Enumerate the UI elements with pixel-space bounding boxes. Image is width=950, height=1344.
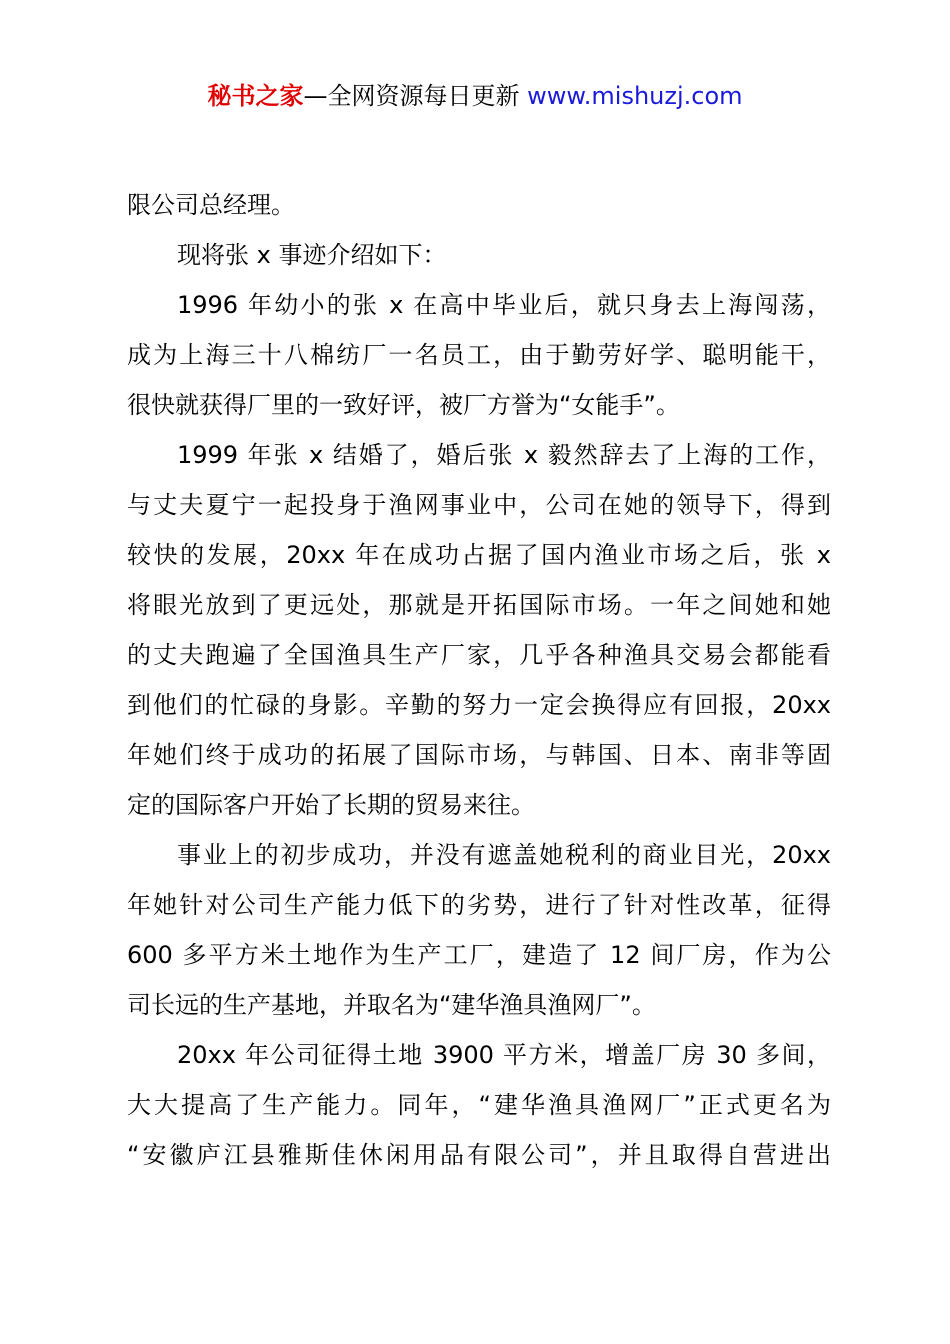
document-body	[127, 180, 831, 1180]
text-line: 的丈夫跑遍了全国渔具生产厂家，几乎各种渔具交易会都能看	[127, 641, 831, 669]
text-line: 司长远的生产基地，并取名为“建华渔具渔网厂”。	[127, 991, 656, 1019]
text-line: 成为上海三十八棉纺厂一名员工，由于勤劳好学、聪明能干，	[127, 341, 831, 369]
text-line: 定的国际客户开始了长期的贸易来往。	[127, 791, 535, 819]
text-line: 与丈夫夏宁一起投身于渔网事业中，公司在她的领导下，得到	[127, 491, 831, 519]
text-line: 较快的发展，20xx 年在成功占据了国内渔业市场之后，张 x	[127, 541, 831, 569]
text-line: 很快就获得厂里的一致好评，被厂方誉为“女能手”。	[127, 391, 680, 419]
text-line: 现将张 x 事迹介绍如下：	[177, 241, 447, 269]
text-line: 大大提高了生产能力。同年，“建华渔具渔网厂”正式更名为	[127, 1091, 831, 1119]
text-line: 20xx 年公司征得土地 3900 平方米，增盖厂房 30 多间，	[177, 1041, 831, 1069]
text-line: “安徽庐江县雅斯佳休闲用品有限公司”，并且取得自营进出	[127, 1141, 831, 1169]
text-line: 1999 年张 x 结婚了，婚后张 x 毅然辞去了上海的工作，	[177, 441, 831, 469]
brand-name: 秘书之家	[207, 82, 304, 110]
text-line: 600 多平方米土地作为生产工厂，建造了 12 间厂房，作为公	[127, 941, 831, 969]
header-tagline: —全网资源每日更新	[303, 82, 520, 110]
text-line: 限公司总经理。	[127, 191, 295, 219]
text-line: 年她针对公司生产能力低下的劣势，进行了针对性改革，征得	[127, 891, 831, 919]
text-line: 事业上的初步成功，并没有遮盖她税利的商业目光，20xx	[177, 841, 831, 869]
site-url-link[interactable]: www.mishuzj.com	[527, 82, 743, 110]
text-line: 1996 年幼小的张 x 在高中毕业后，就只身去上海闯荡，	[177, 291, 831, 319]
text-line: 年她们终于成功的拓展了国际市场，与韩国、日本、南非等固	[127, 741, 831, 769]
text-line: 将眼光放到了更远处，那就是开拓国际市场。一年之间她和她	[127, 591, 831, 619]
text-line: 到他们的忙碌的身影。辛勤的努力一定会换得应有回报，20xx	[127, 691, 831, 719]
site-header	[0, 80, 950, 112]
